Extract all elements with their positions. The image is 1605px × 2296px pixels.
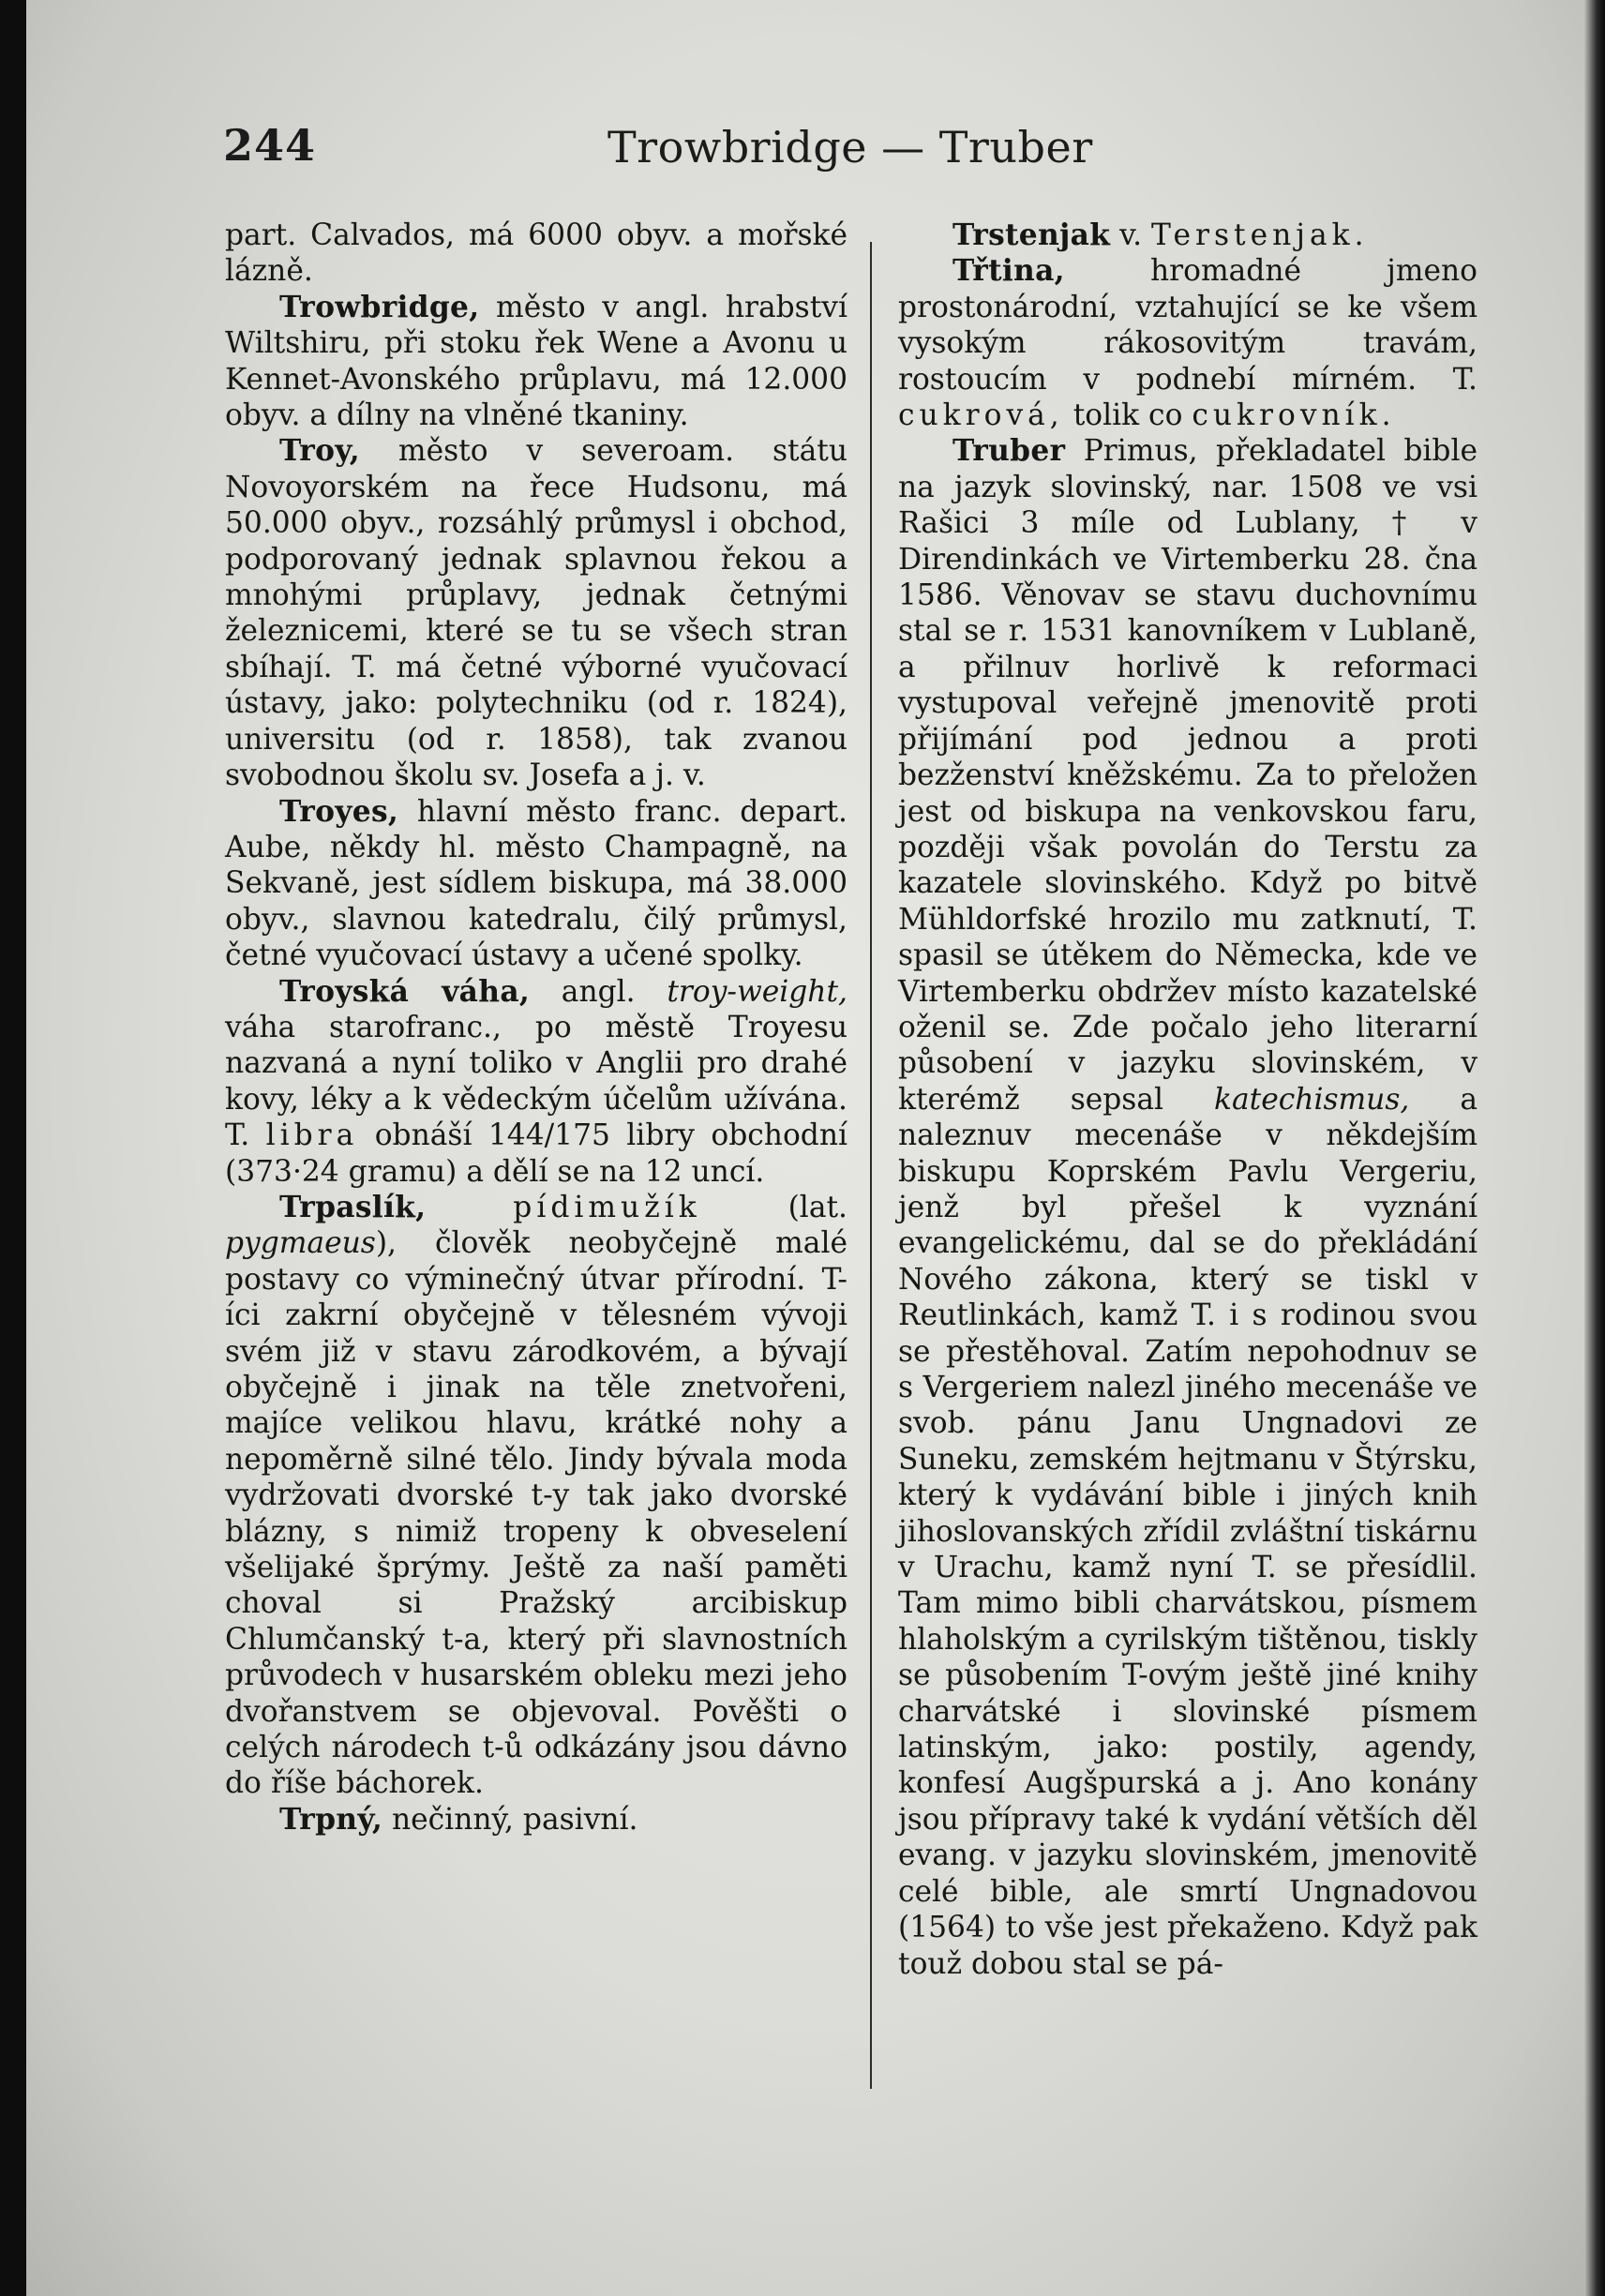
entry-text: hromadné jmeno prostonárodní, vztahující se ke všem vysokým rákosovitým travám, rostoucím v podnebí mírném. T. (898, 254, 1478, 397)
entry-text: angl. (530, 974, 668, 1009)
left-column (225, 218, 848, 1838)
entry-text: cukrová, (898, 398, 1064, 433)
entry-headword: Třtina, (952, 254, 1065, 289)
dictionary-entry (898, 218, 1478, 253)
entry-text: pídimužík (513, 1190, 701, 1224)
page-number: 244 (223, 120, 317, 171)
dictionary-entry (225, 1190, 848, 1802)
entry-text (426, 1191, 513, 1224)
entry-text: váha starofranc., po městě Troyesu nazvaná a nyní toliko v Anglii pro drahé kovy, léky a k vědeckým účelům užívána. T. (225, 1010, 848, 1153)
page-edge-shadow (1584, 0, 1605, 2296)
entry-text: obnáší 144/175 libry obchodní (373·24 gramu) a dělí se na 12 uncí. (225, 1118, 848, 1189)
entry-headword: Troyes, (279, 794, 399, 829)
entry-headword: Troyská váha, (279, 974, 531, 1009)
running-title: Trowbridge — Truber (608, 122, 1093, 173)
dictionary-entry (898, 253, 1478, 433)
dictionary-entry (225, 794, 848, 974)
scanned-page (26, 0, 1590, 2296)
entry-text: Terstenjak. (1151, 218, 1369, 252)
dictionary-entry (225, 433, 848, 793)
dictionary-entry (225, 1802, 848, 1838)
entry-headword: Trpaslík, (279, 1190, 427, 1224)
entry-text: město v angl. hrabství Wiltshiru, při stoku řek Wene a Avonu u Kennet-Avonského průplavu, má 12.000 obyv. a dílny na vlněné tkaniny. (225, 290, 848, 433)
dictionary-entry (225, 974, 848, 1190)
entry-text: město v severoam. státu Novoyorském na řece Hudsonu, má 50.000 obyv., rozsáhlý průmysl i obchod, podporovaný jednak splavnou řekou a mnohými průplavy, jednak četnými železnicemi, které se tu se všech stran sbíhají. T. má četné výborné vyučovací ústavy, jako: polytechniku (od r. 1824), universitu (od r. 1858), tak zvanou svobodnou školu sv. Josefa a j. v. (225, 434, 848, 793)
column-divider (870, 242, 872, 2089)
dictionary-entry (898, 433, 1478, 1981)
entry-text: Primus, překladatel bible na jazyk slovinský, nar. 1508 ve vsi Rašici 3 míle od Lublany, † v Direndinkách ve Virtemberku 28. čna 1586. Věnovav se stavu duchovnímu stal se r. 1531 kanovníkem v Lublaně, a přilnuv horlivě k reformaci vystupoval veřejně jmenovitě proti přijímání pod jednou a proti bezženství kněžskému. Za to přeložen jest od biskupa na venkovskou faru, později však povolán do Terstu za kazatele slovinského. Když po bitvě Mühldorfské hrozilo mu zatknutí, T. spasil se útěkem do Německa, kde ve Virtemberku obdržev místo kazatelské oženil se. Zde počalo jeho literarní působení v jazyku slovinském, v kterémž sepsal (898, 434, 1478, 1117)
page-header (223, 120, 1226, 186)
right-column (898, 218, 1478, 1982)
entry-text: ), člověk neobyčejně malé postavy co výminečný útvar přírodní. T-íci zakrní obyčejně v tělesném vývoji svém již v stavu zárodkovém, a bývají obyčejně i jinak na těle znetvořeni, majíce velikou hlavu, krátké nohy a nepoměrně silné tělo. Jindy bývala moda vydržovati dvorské t-y tak jako dvorské blázny, s nimiž tropeny k obveselení všelijaké šprýmy. Ještě za naší paměti choval si Pražský arcibiskup Chlumčanský t-a, který při slavnostních průvodech v husarském obleku mezi jeho dvořanstvem se objevoval. Pověšti o celých národech t-ů odkázány jsou dávno do říše báchorek. (225, 1226, 848, 1801)
entry-headword: Troy, (279, 434, 360, 469)
entry-headword: Trpný, (279, 1802, 383, 1837)
entry-text: libra (265, 1118, 359, 1153)
entry-text: part. Calvados, má 6000 obyv. a mořské lázně. (225, 218, 848, 289)
entry-text: a naleznuv mecenáše v někdejším biskupu Koprském Pavlu Vergeriu, jenž byl přešel k vyznání evangelickému, dal se do překládání Nového zákona, který se tiskl v Reutlinkách, kamž T. i s rodinou svou se přestěhoval. Zatím nepohodnuv se s Vergeriem nalezl jiného mecenáše ve svob. pánu Janu Ungnadovi ze Suneku, zemském hejtmanu v Štýrsku, který k vydávání bible i jiných knih jihoslovanských zřídil zvláštní tiskárnu v Urachu, kamž nyní T. se přesídlil. Tam mimo bibli charvátskou, písmem hlaholským a cyrilským tištěnou, tiskly se působením T-ovým ještě jiné knihy charvátské i slovinské písmem latinským, jako: postily, agendy, konfesí Augšpurská a j. Ano konány jsou přípravy také k vydání větších děl evang. v jazyku slovinském, jmenovitě celé bible, ale smrtí Ungnadovou (1564) to vše jest překaženo. Když pak touž dobou stal se pá- (898, 1082, 1478, 1981)
entry-headword: Trowbridge, (279, 290, 480, 324)
entry-text: cukrovník. (1192, 398, 1396, 433)
entry-headword: Trstenjak (952, 218, 1111, 252)
entry-text: katechismus, (1214, 1082, 1410, 1117)
entry-text: hlavní město franc. depart. Aube, někdy hl. město Champagně, na Sekvaně, jest sídlem biskupa, má 38.000 obyv., slavnou katedralu, čilý průmysl, četné vyučovací ústavy a učené spolky. (225, 794, 848, 973)
entry-text: pygmaeus (225, 1226, 376, 1261)
entry-text: nečinný, pasivní. (382, 1802, 638, 1837)
dictionary-entry (225, 218, 848, 290)
entry-text: v. (1110, 218, 1152, 252)
entry-text: tolik co (1063, 398, 1192, 433)
dictionary-entry (225, 290, 848, 434)
entry-text: troy-weight, (667, 974, 848, 1009)
entry-text: (lat. (700, 1190, 848, 1224)
entry-headword: Truber (952, 434, 1066, 469)
